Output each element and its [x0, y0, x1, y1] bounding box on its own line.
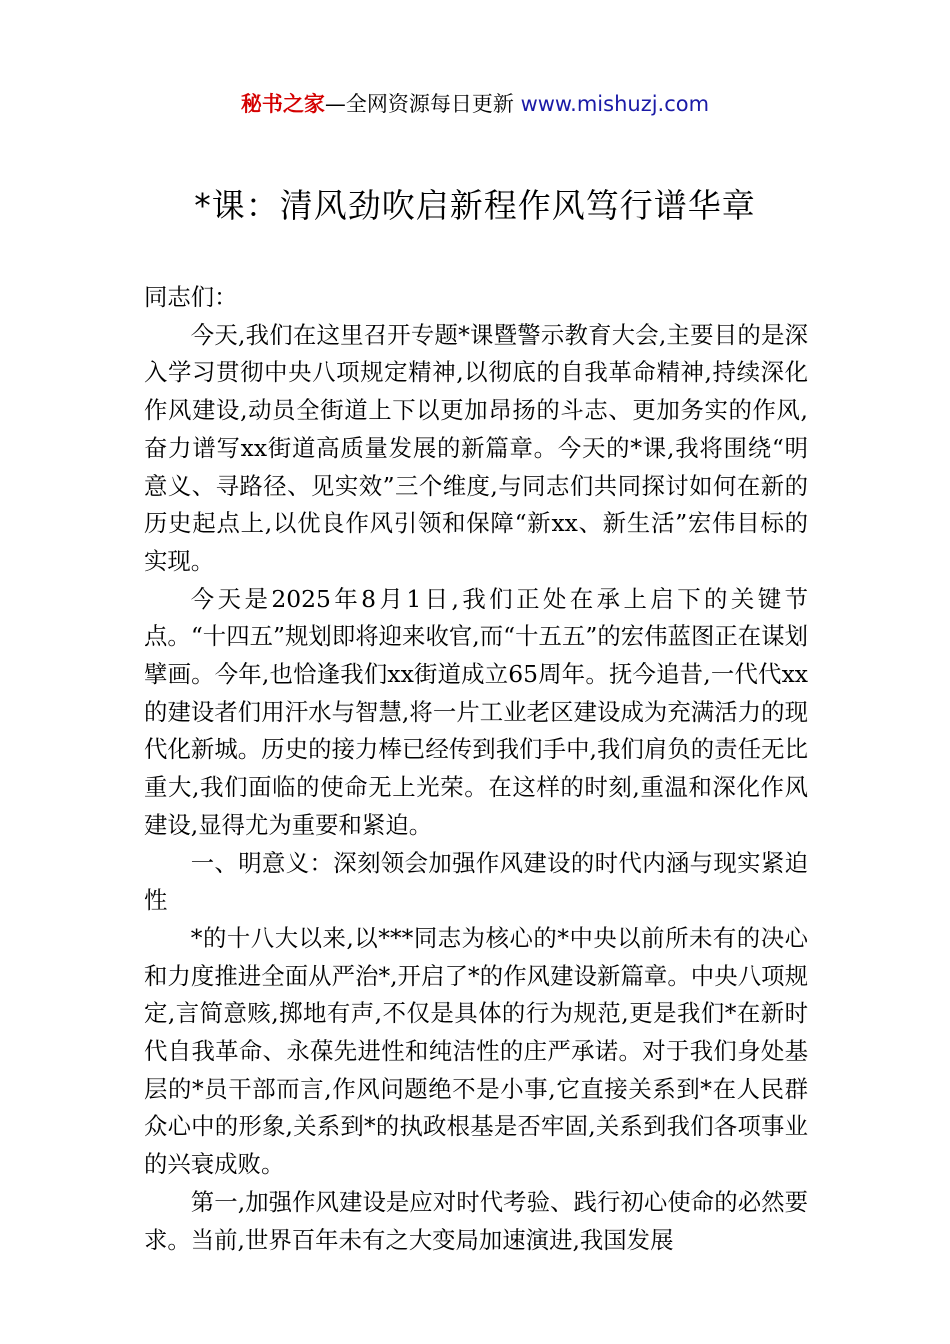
section-heading-1: 一、明意义：深刻领会加强作风建设的时代内涵与现实紧迫性	[144, 848, 808, 915]
paragraph-section-1: *的十八大以来,以***同志为核心的*中央以前所未有的决心和力度推进全面从严治*,开启了*的作风建设新篇章。中央八项规定,言简意赅,掷地有声,不仅是具体的行为规范,更是我们*在新时代自我革命、永葆先进性和纯洁性的庄严承诺。对于我们身处基层的*员干部而言,作风问题绝不是小事,它直接关系到*在人民群众心中的形象,关系到*的执政根基是否牢固,关系到我们各项事业的兴衰成败。	[144, 923, 808, 1179]
header-dash: —	[324, 92, 346, 116]
site-brand: 秘书之家	[240, 92, 325, 116]
document-title: *课：清风劲吹启新程作风笃行谱华章	[194, 186, 756, 225]
site-url-link[interactable]: www.mishuzj.com	[520, 92, 710, 116]
paragraph-context: 今天是2025年8月1日,我们正处在承上启下的关键节点。“十四五”规划即将迎来收官,而“十五五”的宏伟蓝图正在谋划擘画。今年,也恰逢我们xx街道成立65周年。抚今追昔,一代代xx的建设者们用汗水与智慧,将一片工业老区建设成为充满活力的现代化新城。历史的接力棒已经传到我们手中,我们肩负的责任无比重大,我们面临的使命无上光荣。在这样的时刻,重温和深化作风建设,显得尤为重要和紧迫。	[144, 584, 808, 839]
paragraph-point-1: 第一,加强作风建设是应对时代考验、践行初心使命的必然要求。当前,世界百年未有之大变局加速演进,我国发展	[144, 1187, 808, 1254]
site-header	[0, 88, 950, 120]
salutation: 同志们：	[144, 283, 238, 311]
header-tagline: 全网资源每日更新	[345, 92, 514, 116]
document-body	[144, 279, 808, 1259]
paragraph-intro: 今天,我们在这里召开专题*课暨警示教育大会,主要目的是深入学习贯彻中央八项规定精神,以彻底的自我革命精神,持续深化作风建设,动员全街道上下以更加昂扬的斗志、更加务实的作风,奋力谱写xx街道高质量发展的新篇章。今天的*课,我将围绕“明意义、寻路径、见实效”三个维度,与同志们共同探讨如何在新的历史起点上,以优良作风引领和保障“新xx、新生活”宏伟目标的实现。	[144, 320, 808, 575]
